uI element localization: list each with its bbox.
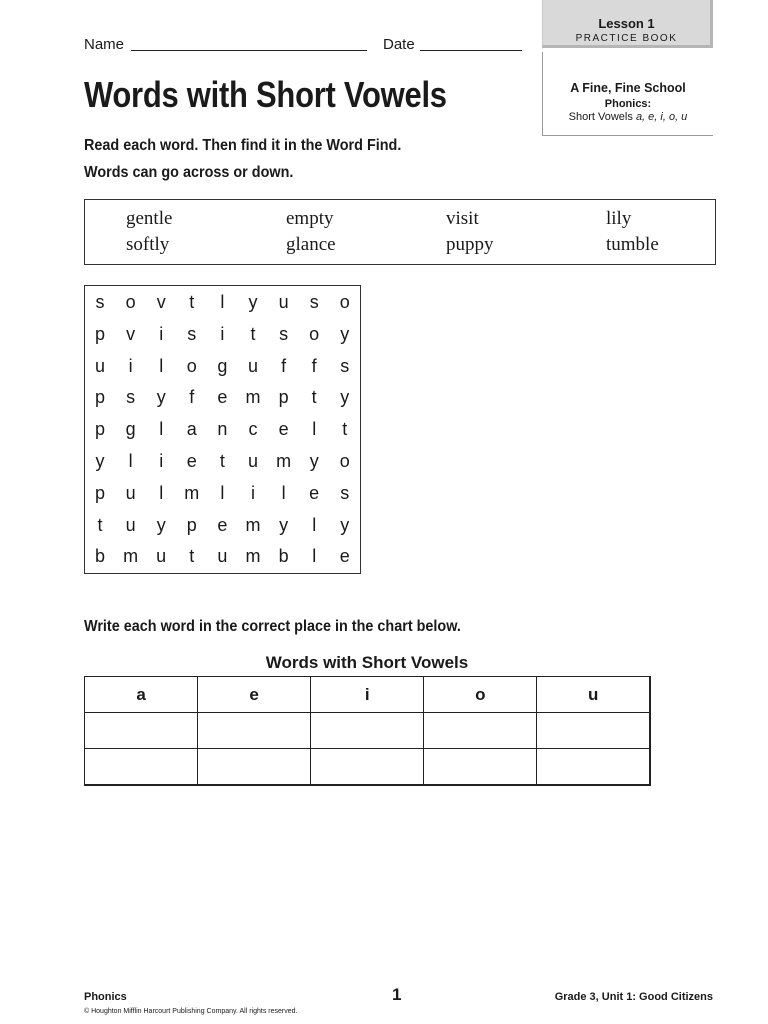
word-find-letter[interactable]: v [156,292,166,312]
instruction-line-2: Words can go across or down. [84,164,294,181]
instruction-line-1: Read each word. Then find it in the Word Find. [84,137,402,154]
word-find-letter[interactable]: m [276,451,292,471]
word-find-letter[interactable]: o [125,292,136,312]
word-find-letter[interactable]: e [339,546,350,567]
word-find-letter[interactable]: l [312,546,317,567]
word-find-letter[interactable]: u [247,451,258,471]
word-find-letter[interactable]: l [312,514,317,535]
page-number: 1 [392,985,402,1004]
word-find-letter[interactable]: t [219,451,225,471]
word-find-letter[interactable]: t [97,514,103,535]
word-bank-item: empty [286,208,334,229]
word-find-letter[interactable]: u [156,546,167,567]
word-find-letter[interactable]: m [123,546,139,567]
word-find-letter[interactable]: y [340,387,350,408]
word-find-letter[interactable]: e [309,482,320,503]
word-find-letter[interactable]: l [312,419,317,440]
word-find-letter[interactable]: b [94,546,105,567]
word-find-letter[interactable]: e [217,387,228,408]
name-label: Name [84,36,125,53]
word-find-letter[interactable]: t [250,323,256,344]
word-find-letter[interactable]: f [189,387,195,408]
answer-cell[interactable] [537,749,650,786]
word-find-letter[interactable]: s [95,292,105,312]
word-find-letter[interactable]: u [217,546,228,567]
word-find-letter[interactable]: p [186,514,197,535]
word-find-letter[interactable]: s [126,387,136,408]
word-find-letter[interactable]: o [309,323,320,344]
vowel-column-header: e [198,677,311,713]
date-label: Date [383,36,415,53]
skill-detail [543,111,713,123]
word-find-letter[interactable]: l [128,451,133,471]
word-find-letter[interactable]: p [94,419,105,440]
vowel-column-header: o [424,677,537,713]
word-find-letter[interactable]: l [159,355,164,376]
answer-cell[interactable] [424,713,537,749]
word-find-letter[interactable]: o [339,451,350,471]
date-field[interactable] [420,50,522,51]
word-find-letter[interactable]: g [125,419,136,440]
answer-cell[interactable] [424,749,537,786]
word-bank-item: puppy [446,234,494,255]
word-find-letter[interactable]: i [251,482,255,503]
word-find-letter[interactable]: y [340,514,350,535]
skill-detail-prefix: Short Vowels [568,111,636,123]
answer-cell[interactable] [537,713,650,749]
word-find-letter[interactable]: i [128,355,133,376]
word-find-letter[interactable]: p [278,387,289,408]
word-find-letter[interactable]: o [339,292,350,312]
word-find-letter[interactable]: y [156,514,166,535]
page-title: Words with Short Vowels [84,74,447,115]
vowel-column-header: a [85,677,198,713]
word-find-letter[interactable]: b [278,546,289,567]
word-find-letter[interactable]: l [220,292,225,312]
word-find-letter[interactable]: y [340,323,350,344]
word-bank [84,199,716,265]
word-find-letter[interactable]: s [187,323,197,344]
copyright-notice: © Houghton Mifflin Harcourt Publishing Company. All rights reserved. [84,1008,298,1015]
word-find-letter[interactable]: t [311,387,317,408]
lesson-badge [542,0,713,48]
vowel-chart-header-row [85,677,651,713]
word-bank-item: visit [446,208,479,229]
word-find-letter[interactable]: l [159,482,164,503]
footer-unit: Grade 3, Unit 1: Good Citizens [554,991,713,1003]
vowel-column-header: u [537,677,650,713]
word-find-letter[interactable]: t [189,546,195,567]
word-bank-item: glance [286,234,336,255]
word-find-letter[interactable]: u [278,292,289,312]
word-find-letter[interactable]: y [279,514,289,535]
word-find-letter[interactable]: i [220,323,225,344]
vowel-chart-row [85,713,651,749]
word-find-letter[interactable]: p [94,482,105,503]
word-find-letter[interactable]: i [159,451,164,471]
word-find-letter[interactable]: p [94,323,105,344]
word-find-letter[interactable]: v [126,323,136,344]
word-bank-item: softly [126,234,170,255]
chart-instruction: Write each word in the correct place in the chart below. [84,618,461,635]
answer-cell[interactable] [85,713,198,749]
word-find-letter[interactable]: u [125,482,136,503]
word-find-letter[interactable]: u [94,355,105,376]
story-title: A Fine, Fine School [570,81,686,95]
skill-label: Phonics: [604,98,652,110]
answer-cell[interactable] [198,749,311,786]
word-find-letter[interactable]: s [340,482,350,503]
vowel-column-header: i [311,677,424,713]
word-find-letter[interactable]: y [156,387,166,408]
word-find-letter[interactable]: m [245,546,261,567]
word-find-letter[interactable]: l [159,419,164,440]
practice-book-label: PRACTICE BOOK [575,33,678,44]
word-find-letter[interactable]: c [248,419,258,440]
word-find-letter[interactable]: l [281,482,286,503]
word-find-letter[interactable]: i [159,323,164,344]
name-field[interactable] [131,50,367,51]
word-find-letter[interactable]: e [278,419,289,440]
word-find-letter[interactable]: u [247,355,258,376]
word-find-letter[interactable]: y [95,451,105,471]
answer-cell[interactable] [311,713,424,749]
lesson-info [542,52,713,136]
word-find-letter[interactable]: t [189,292,195,312]
word-find-letter[interactable]: e [217,514,228,535]
answer-cell[interactable] [198,713,311,749]
answer-cell[interactable] [311,749,424,786]
word-find-letter[interactable]: y [309,451,319,471]
word-find-letter[interactable]: s [309,292,319,312]
word-find-letter[interactable]: m [245,387,261,408]
word-find-letter[interactable]: f [311,355,317,376]
word-find-letter[interactable]: g [217,355,228,376]
vowel-chart [84,676,651,786]
word-find-letter[interactable]: u [125,514,136,535]
footer-subject: Phonics [84,991,127,1003]
skill-detail-vowels: a, e, i, o, u [635,111,688,123]
chart-title: Words with Short Vowels [265,653,469,672]
word-find-letter[interactable]: m [245,514,261,535]
word-find-letter[interactable]: y [248,292,258,312]
word-find-letter[interactable]: f [281,355,287,376]
word-bank-item: tumble [606,234,659,255]
word-find-grid [84,285,361,574]
word-find-letter[interactable]: a [186,419,197,440]
word-find-letter[interactable]: n [217,419,228,440]
word-find-letter[interactable]: s [279,323,289,344]
lesson-number: Lesson 1 [598,16,655,31]
word-bank-item: gentle [126,208,173,229]
word-find-letter[interactable]: s [340,355,350,376]
word-find-letter[interactable]: o [186,355,197,376]
word-bank-item: lily [606,208,632,229]
word-find-letter[interactable]: l [220,482,225,503]
word-find-letter[interactable]: e [186,451,197,471]
vowel-chart-row [85,749,651,786]
answer-cell[interactable] [85,749,198,786]
word-find-letter[interactable]: t [342,419,348,440]
word-find-letter[interactable]: p [94,387,105,408]
word-find-letter[interactable]: m [184,482,200,503]
